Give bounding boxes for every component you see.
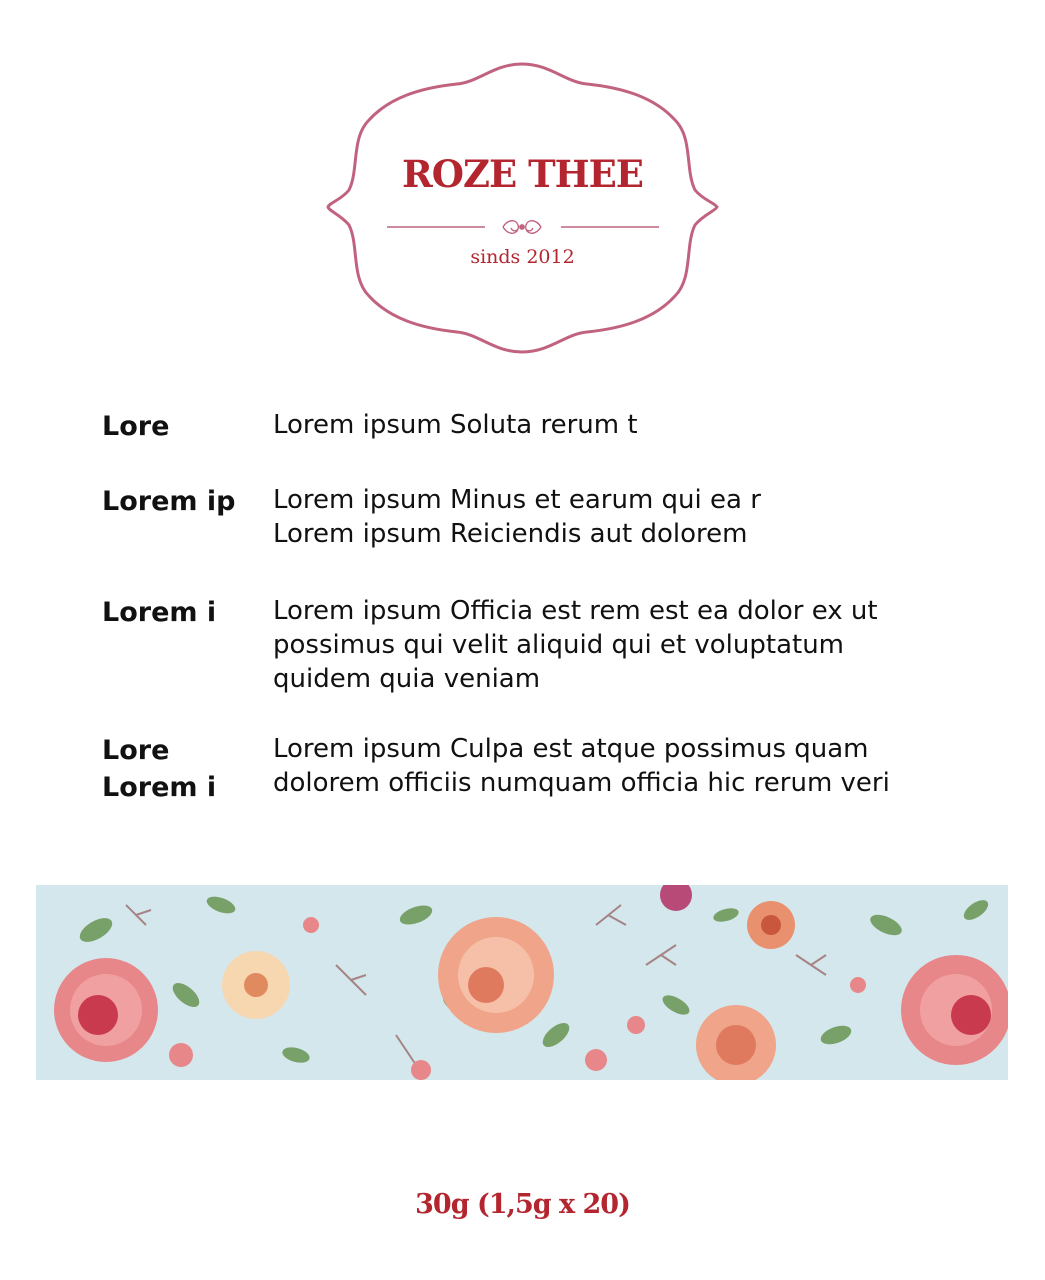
net-weight: 30g (1,5g x 20) [415,1189,630,1220]
info-value: Lorem ipsum Culpa est atque possimus quam dolorem officiis numquam officia hic rerum veri [273,734,890,798]
info-row [102,732,890,806]
info-row [102,408,638,446]
brand-badge [325,60,720,355]
info-row [102,594,878,696]
info-label: Lore [102,411,170,442]
info-value: Lorem ipsum Minus et earum qui ea r Lorem ipsum Reiciendis aut dolorem [273,485,761,549]
brand-since: sinds 2012 [470,246,575,268]
info-label: Lore Lorem i [102,735,217,803]
info-row [102,483,761,551]
info-value: Lorem ipsum Officia est rem est ea dolor ex ut possimus qui velit aliquid qui et voluptatum quidem quia veniam [273,596,878,694]
badge-frame [325,60,720,355]
info-label: Lorem i [102,597,217,628]
floral-pattern-band [36,885,1008,1080]
floral-pattern-image [36,885,1008,1080]
info-value: Lorem ipsum Soluta rerum t [273,410,638,440]
brand-title: ROZE THEE [402,152,643,196]
info-label: Lorem ip [102,486,236,517]
